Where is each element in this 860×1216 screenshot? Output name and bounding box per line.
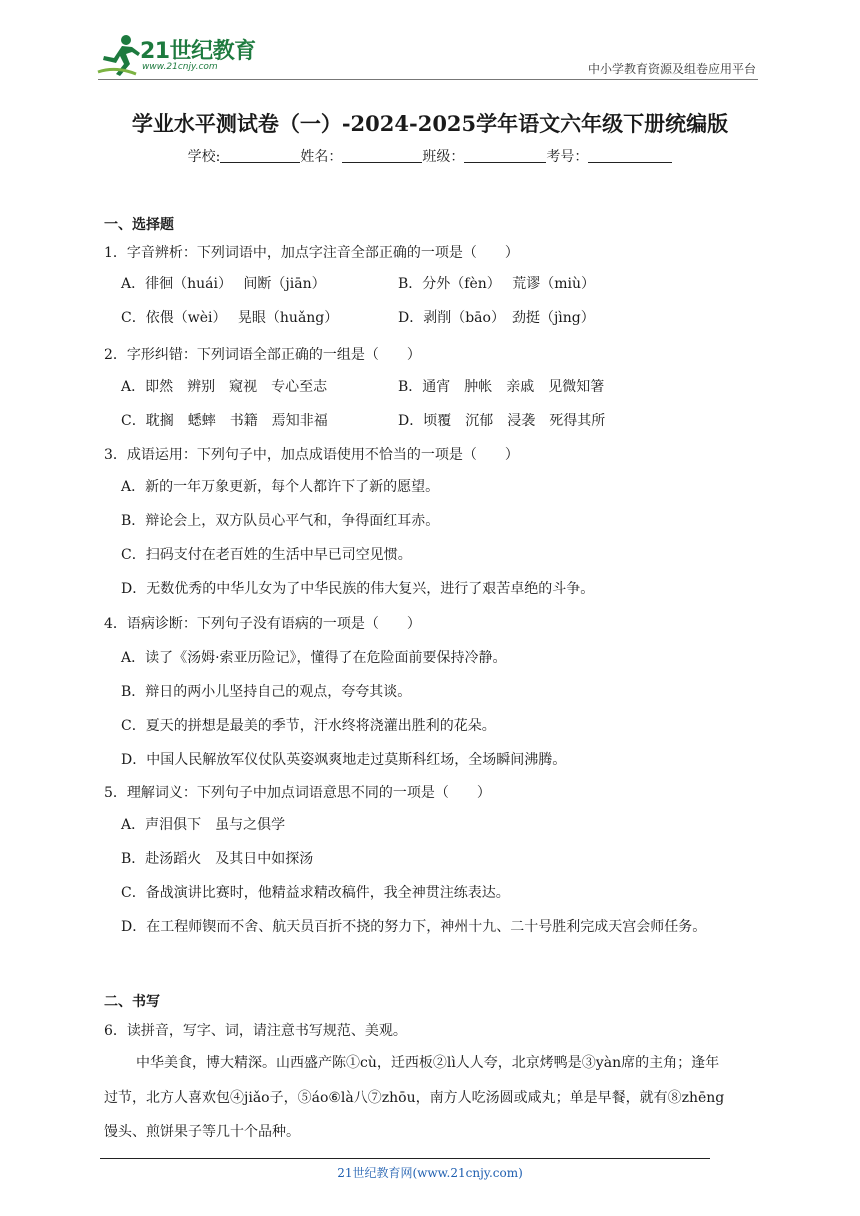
- q6-paragraph-line-3: 馒头、煎饼果子等几十个品种。: [104, 1124, 300, 1140]
- school-label: 学校:: [187, 149, 221, 165]
- q6-paragraph-line-2: 过节，北方人喜欢包④jiǎo子，⑤áo⑥là八⑦zhōu，南方人吃汤圆或咸丸；单是早餐，就有⑧zhēng: [104, 1090, 725, 1106]
- q2-option-c: C．耽搁 蟋蟀 书籍 焉知非福: [121, 413, 328, 429]
- number-blank[interactable]: [588, 148, 672, 163]
- class-blank[interactable]: [464, 148, 546, 163]
- q2-option-a: A．即然 辨别 窥视 专心至志: [121, 379, 328, 395]
- q5-option-d: D．在工程师锲而不舍、航天员百折不挠的努力下，神州十九、二十号胜利完成天宫会师任务。: [121, 919, 707, 935]
- school-blank[interactable]: [220, 148, 300, 163]
- q1-option-d: D．剥削（bāo） 劲挺（jìng）: [398, 310, 595, 326]
- q5-stem: 5．理解词义：下列句子中加点词语意思不同的一项是（ ）: [104, 785, 491, 801]
- page-header: [0, 0, 860, 90]
- class-label: 班级：: [422, 149, 465, 165]
- q3-option-b: B．辩论会上，双方队员心平气和，争得面红耳赤。: [121, 513, 440, 529]
- section-writing-heading: 二、书写: [104, 994, 160, 1010]
- header-divider: [98, 79, 758, 80]
- name-blank[interactable]: [342, 148, 422, 163]
- q3-stem: 3．成语运用：下列句子中，加点成语使用不恰当的一项是（ ）: [104, 447, 519, 463]
- site-logo: [96, 30, 266, 82]
- q4-option-a: A．读了《汤姆·索亚历险记》，懂得了在危险面前要保持冷静。: [121, 650, 507, 666]
- q6-stem: 6．读拼音，写字、词，请注意书写规范、美观。: [104, 1023, 407, 1039]
- q1-option-a: A．徘徊（huái） 间断（jiān）: [121, 276, 326, 292]
- q2-option-b: B．通宵 肿帐 亲戚 见微知箸: [398, 379, 605, 395]
- q5-option-a: A．声泪俱下 虽与之俱学: [121, 817, 286, 833]
- logo-text: 21世纪教育: [140, 39, 256, 64]
- q4-option-b: B．辩日的两小儿坚持自己的观点，夸夸其谈。: [121, 684, 412, 700]
- platform-name: 中小学教育资源及组卷应用平台: [587, 62, 756, 76]
- q1-stem: 1．字音辨析：下列词语中，加点字注音全部正确的一项是（ ）: [104, 245, 519, 261]
- q1-option-b: B．分外（fèn） 荒谬（miù）: [398, 276, 595, 292]
- name-label: 姓名：: [300, 149, 343, 165]
- q4-option-c: C．夏天的拼想是最美的季节，汗水终将浇灌出胜利的花朵。: [121, 718, 496, 734]
- q3-option-a: A．新的一年万象更新，每个人都许下了新的愿望。: [121, 479, 440, 495]
- q6-paragraph-line-1: 中华美食，博大精深。山西盛产陈①cù，迁西板②lì人人夸，北京烤鸭是③yàn席的主角；逢年: [136, 1055, 720, 1071]
- footer-link[interactable]: 21世纪教育网(www.21cnjy.com): [337, 1166, 523, 1180]
- q5-option-c: C．备战演讲比赛时，他精益求精改稿件，我全神贯注练表达。: [121, 885, 510, 901]
- number-label: 考号：: [546, 149, 589, 165]
- q2-option-d: D．顷覆 沉郁 浸袭 死得其所: [398, 413, 606, 429]
- runner-icon: [96, 32, 144, 80]
- section-choice-heading: 一、选择题: [104, 217, 174, 233]
- logo-url: www.21cnjy.com: [142, 62, 218, 72]
- q5-option-b: B．赴汤蹈火 及其日中如探汤: [121, 851, 314, 867]
- q3-option-c: C．扫码支付在老百姓的生活中早已司空见惯。: [121, 547, 412, 563]
- q1-option-c: C．依偎（wèi） 晃眼（huǎng）: [121, 310, 339, 326]
- q4-option-d: D．中国人民解放军仪仗队英姿飒爽地走过莫斯科红场，全场瞬间沸腾。: [121, 752, 567, 768]
- student-info-line: [0, 146, 860, 166]
- q4-stem: 4．语病诊断：下列句子没有语病的一项是（ ）: [104, 616, 421, 632]
- page-title: 学业水平测试卷（一）-2024-2025学年语文六年级下册统编版: [131, 111, 729, 136]
- q2-stem: 2．字形纠错：下列词语全部正确的一组是（ ）: [104, 347, 421, 363]
- q3-option-d: D．无数优秀的中华儿女为了中华民族的伟大复兴，进行了艰苦卓绝的斗争。: [121, 581, 595, 597]
- footer-divider: [100, 1158, 710, 1159]
